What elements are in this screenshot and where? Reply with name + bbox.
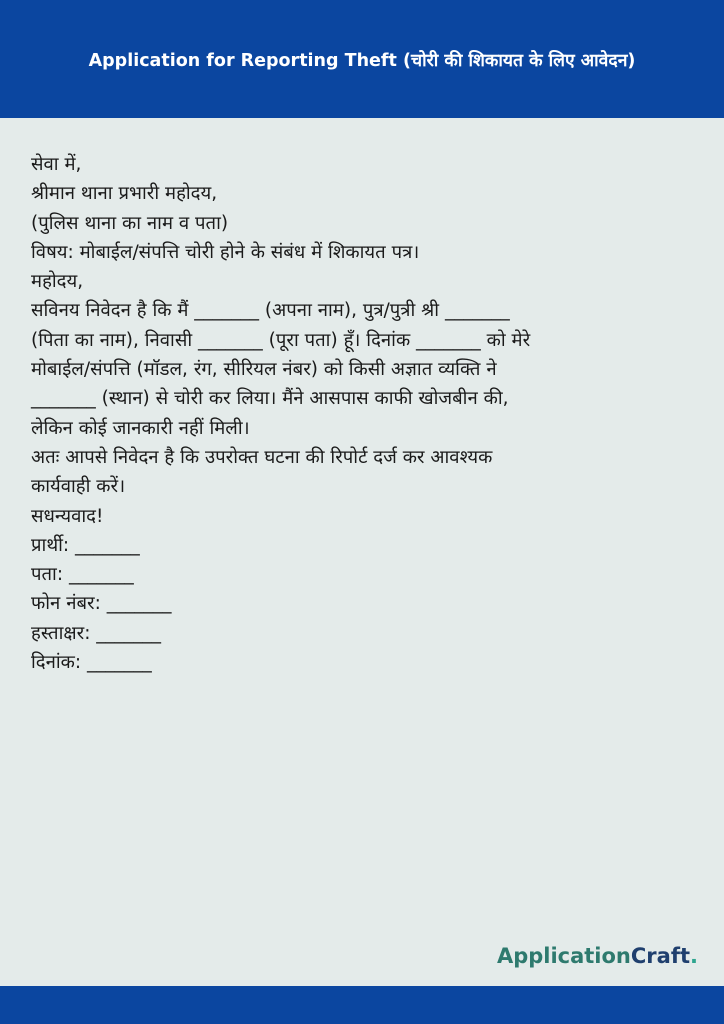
body-line: _______ (स्थान) से चोरी कर लिया। मैंने आसपास काफी खोजबीन की, [31,388,509,410]
request-line: कार्यवाही करें। [31,476,126,498]
body-paragraph [31,296,671,442]
greeting: महोदय, [31,271,84,293]
body-line: सविनय निवेदन है कि मैं _______ (अपना नाम), पुत्र/पुत्री श्री _______ [31,300,510,322]
station-name: (पुलिस थाना का नाम व पता) [31,212,229,234]
body-line: मोबाईल/संपत्ति (मॉडल, रंग, सीरियल नंबर) को किसी अज्ञात व्यक्ति ने [31,359,497,381]
signature-field: हस्ताक्षर: _______ [31,622,162,644]
phone-field: फोन नंबर: _______ [31,593,172,615]
body-line: लेकिन कोई जानकारी नहीं मिली। [31,417,250,439]
logo-part-craft: Craft [630,944,691,968]
applicationcraft-logo [497,944,698,968]
applicant-field: प्रार्थी: _______ [31,534,140,556]
page-title: Application for Reporting Theft (चोरी की शिकायत के लिए आवेदन) [88,51,636,71]
logo-dot: . [690,944,698,968]
thanks: सधन्यवाद! [31,505,104,527]
letter-body [31,150,671,677]
header-banner [0,0,724,118]
address-field: पता: _______ [31,564,134,586]
body-line: (पिता का नाम), निवासी _______ (पूरा पता) हूँ। दिनांक _______ को मेरे [31,329,531,351]
date-field: दिनांक: _______ [31,652,152,674]
addressee: श्रीमान थाना प्रभारी महोदय, [31,183,218,205]
footer-banner [0,986,724,1024]
salutation-to: सेवा में, [31,154,82,175]
request-paragraph [31,443,671,502]
logo-part-application: Application [496,944,631,968]
subject-line: विषय: मोबाईल/संपत्ति चोरी होने के संबंध में शिकायत पत्र। [31,241,420,263]
request-line: अतः आपसे निवेदन है कि उपरोक्त घटना की रिपोर्ट दर्ज कर आवश्यक [31,446,493,468]
